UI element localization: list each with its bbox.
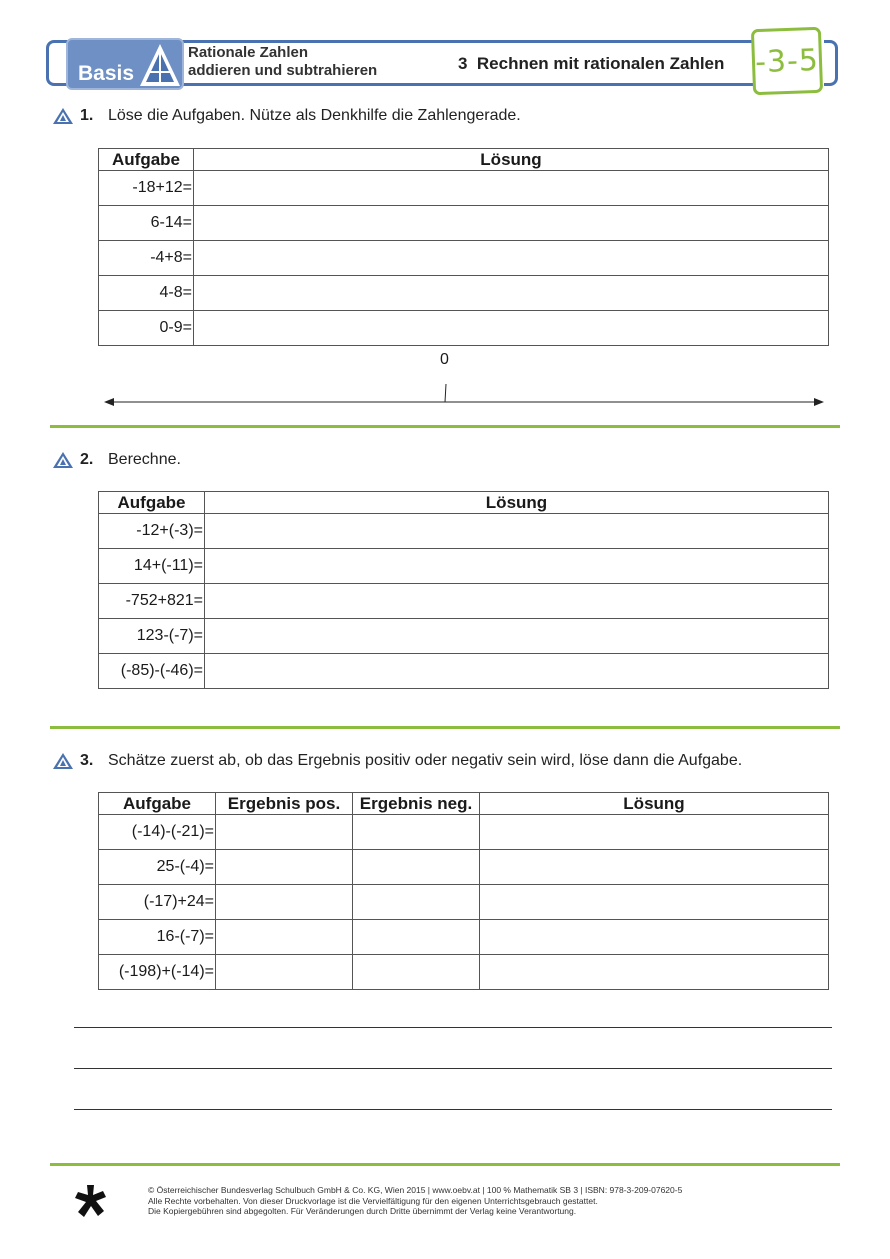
- basis-label: Basis: [78, 62, 135, 85]
- answer-cell[interactable]: [194, 276, 829, 311]
- topic-title: [188, 44, 377, 80]
- exercise-cell: -12+(-3)=: [99, 514, 205, 549]
- exercise-cell: 6-14=: [99, 206, 194, 241]
- answer-cell[interactable]: [480, 920, 829, 955]
- table-row: [99, 549, 829, 584]
- answer-cell[interactable]: [194, 311, 829, 346]
- exercise-cell: (-14)-(-21)=: [99, 815, 216, 850]
- section-separator: [50, 425, 840, 428]
- footer-line-2: Alle Rechte vorbehalten. Von dieser Druckvorlage ist die Vervielfältigung für den eigenen Unterrichtsgebrauch gestattet.: [148, 1195, 598, 1206]
- answer-cell[interactable]: [480, 850, 829, 885]
- col-header-aufgabe: Aufgabe: [99, 492, 205, 514]
- table-row: [99, 955, 829, 990]
- exercise-cell: (-85)-(-46)=: [99, 654, 205, 689]
- task-2-instruction: Berechne.: [108, 451, 181, 468]
- answer-cell[interactable]: [480, 815, 829, 850]
- answer-cell[interactable]: [205, 654, 829, 689]
- table-header-row: [99, 149, 829, 171]
- table-row: [99, 885, 829, 920]
- writing-line[interactable]: [74, 1027, 832, 1028]
- number-line-zero-label: 0: [440, 351, 449, 368]
- pos-cell[interactable]: [216, 850, 353, 885]
- table-header-row: [99, 492, 829, 514]
- task-2-heading: [52, 451, 181, 469]
- publisher-logo-icon: [72, 1183, 110, 1221]
- answer-cell[interactable]: [480, 955, 829, 990]
- table-row: [99, 850, 829, 885]
- writing-line[interactable]: [74, 1109, 832, 1110]
- table-row: [99, 815, 829, 850]
- topic-line-2: addieren und subtrahieren: [188, 62, 378, 79]
- pyramid-level-icon: [52, 752, 74, 770]
- section-separator: [50, 726, 840, 729]
- table-row: [99, 654, 829, 689]
- table-row: [99, 171, 829, 206]
- footer-line-3: Die Kopiergebühren sind abgegolten. Für Veränderungen durch Dritte übernimmt der Verlag keine Verantwortung.: [148, 1206, 577, 1216]
- col-header-aufgabe: Aufgabe: [99, 793, 216, 815]
- footer-copyright: [148, 1185, 682, 1217]
- answer-cell[interactable]: [194, 241, 829, 276]
- pos-cell[interactable]: [216, 885, 353, 920]
- table-row: [99, 920, 829, 955]
- page-code-badge: [751, 27, 823, 95]
- table-row: [99, 311, 829, 346]
- col-header-ergebnis-pos: Ergebnis pos.: [216, 793, 353, 815]
- neg-cell[interactable]: [353, 955, 480, 990]
- table-row: [99, 241, 829, 276]
- chapter-title: 3 Rechnen mit rationalen Zahlen: [458, 54, 725, 73]
- answer-cell[interactable]: [194, 171, 829, 206]
- exercise-cell: (-198)+(-14)=: [99, 955, 216, 990]
- exercise-cell: -4+8=: [99, 241, 194, 276]
- col-header-loesung: Lösung: [194, 149, 829, 171]
- neg-cell[interactable]: [353, 815, 480, 850]
- task-1-number: 1.: [80, 107, 94, 124]
- col-header-loesung: Lösung: [480, 793, 829, 815]
- exercise-cell: 14+(-11)=: [99, 549, 205, 584]
- table-row: [99, 584, 829, 619]
- number-line: [100, 378, 830, 410]
- pos-cell[interactable]: [216, 955, 353, 990]
- task-3-heading: [52, 752, 742, 770]
- task-1-table: [98, 148, 829, 346]
- table-row: [99, 619, 829, 654]
- task-3-table: [98, 792, 829, 990]
- table-row: [99, 514, 829, 549]
- footer-line-1: © Österreichischer Bundesverlag Schulbuch GmbH & Co. KG, Wien 2015 | www.oebv.at | 100 % Mathematik SB 3 | ISBN: 978-3-209-07620-5: [148, 1185, 683, 1195]
- neg-cell[interactable]: [353, 885, 480, 920]
- exercise-cell: 16-(-7)=: [99, 920, 216, 955]
- task-3-instruction: Schätze zuerst ab, ob das Ergebnis positiv oder negativ sein wird, löse dann die Aufgabe.: [108, 752, 743, 769]
- table-row: [99, 276, 829, 311]
- task-3-number: 3.: [80, 752, 94, 769]
- pyramid-icon: [138, 42, 182, 88]
- answer-cell[interactable]: [205, 549, 829, 584]
- neg-cell[interactable]: [353, 850, 480, 885]
- table-row: [99, 206, 829, 241]
- footer-separator: [50, 1163, 840, 1166]
- exercise-cell: -752+821=: [99, 584, 205, 619]
- exercise-cell: 0-9=: [99, 311, 194, 346]
- header-bracket-right: [824, 40, 838, 86]
- task-1-instruction: Löse die Aufgaben. Nütze als Denkhilfe die Zahlengerade.: [108, 107, 521, 124]
- col-header-loesung: Lösung: [205, 492, 829, 514]
- pyramid-level-icon: [52, 107, 74, 125]
- table-header-row: [99, 793, 829, 815]
- col-header-ergebnis-neg: Ergebnis neg.: [353, 793, 480, 815]
- page-code: -3-5: [754, 42, 820, 80]
- exercise-cell: 25-(-4)=: [99, 850, 216, 885]
- exercise-cell: (-17)+24=: [99, 885, 216, 920]
- pos-cell[interactable]: [216, 815, 353, 850]
- task-1-heading: [52, 107, 521, 125]
- exercise-cell: 4-8=: [99, 276, 194, 311]
- col-header-aufgabe: Aufgabe: [99, 149, 194, 171]
- answer-cell[interactable]: [205, 619, 829, 654]
- exercise-cell: -18+12=: [99, 171, 194, 206]
- header-bracket-left: [46, 40, 60, 86]
- answer-cell[interactable]: [480, 885, 829, 920]
- answer-cell[interactable]: [205, 584, 829, 619]
- writing-line[interactable]: [74, 1068, 832, 1069]
- neg-cell[interactable]: [353, 920, 480, 955]
- answer-cell[interactable]: [194, 206, 829, 241]
- answer-cell[interactable]: [205, 514, 829, 549]
- topic-line-1: Rationale Zahlen: [188, 44, 309, 61]
- exercise-cell: 123-(-7)=: [99, 619, 205, 654]
- pyramid-level-icon: [52, 451, 74, 469]
- basis-badge: [66, 38, 184, 90]
- task-2-table: [98, 491, 829, 689]
- task-2-number: 2.: [80, 451, 94, 468]
- pos-cell[interactable]: [216, 920, 353, 955]
